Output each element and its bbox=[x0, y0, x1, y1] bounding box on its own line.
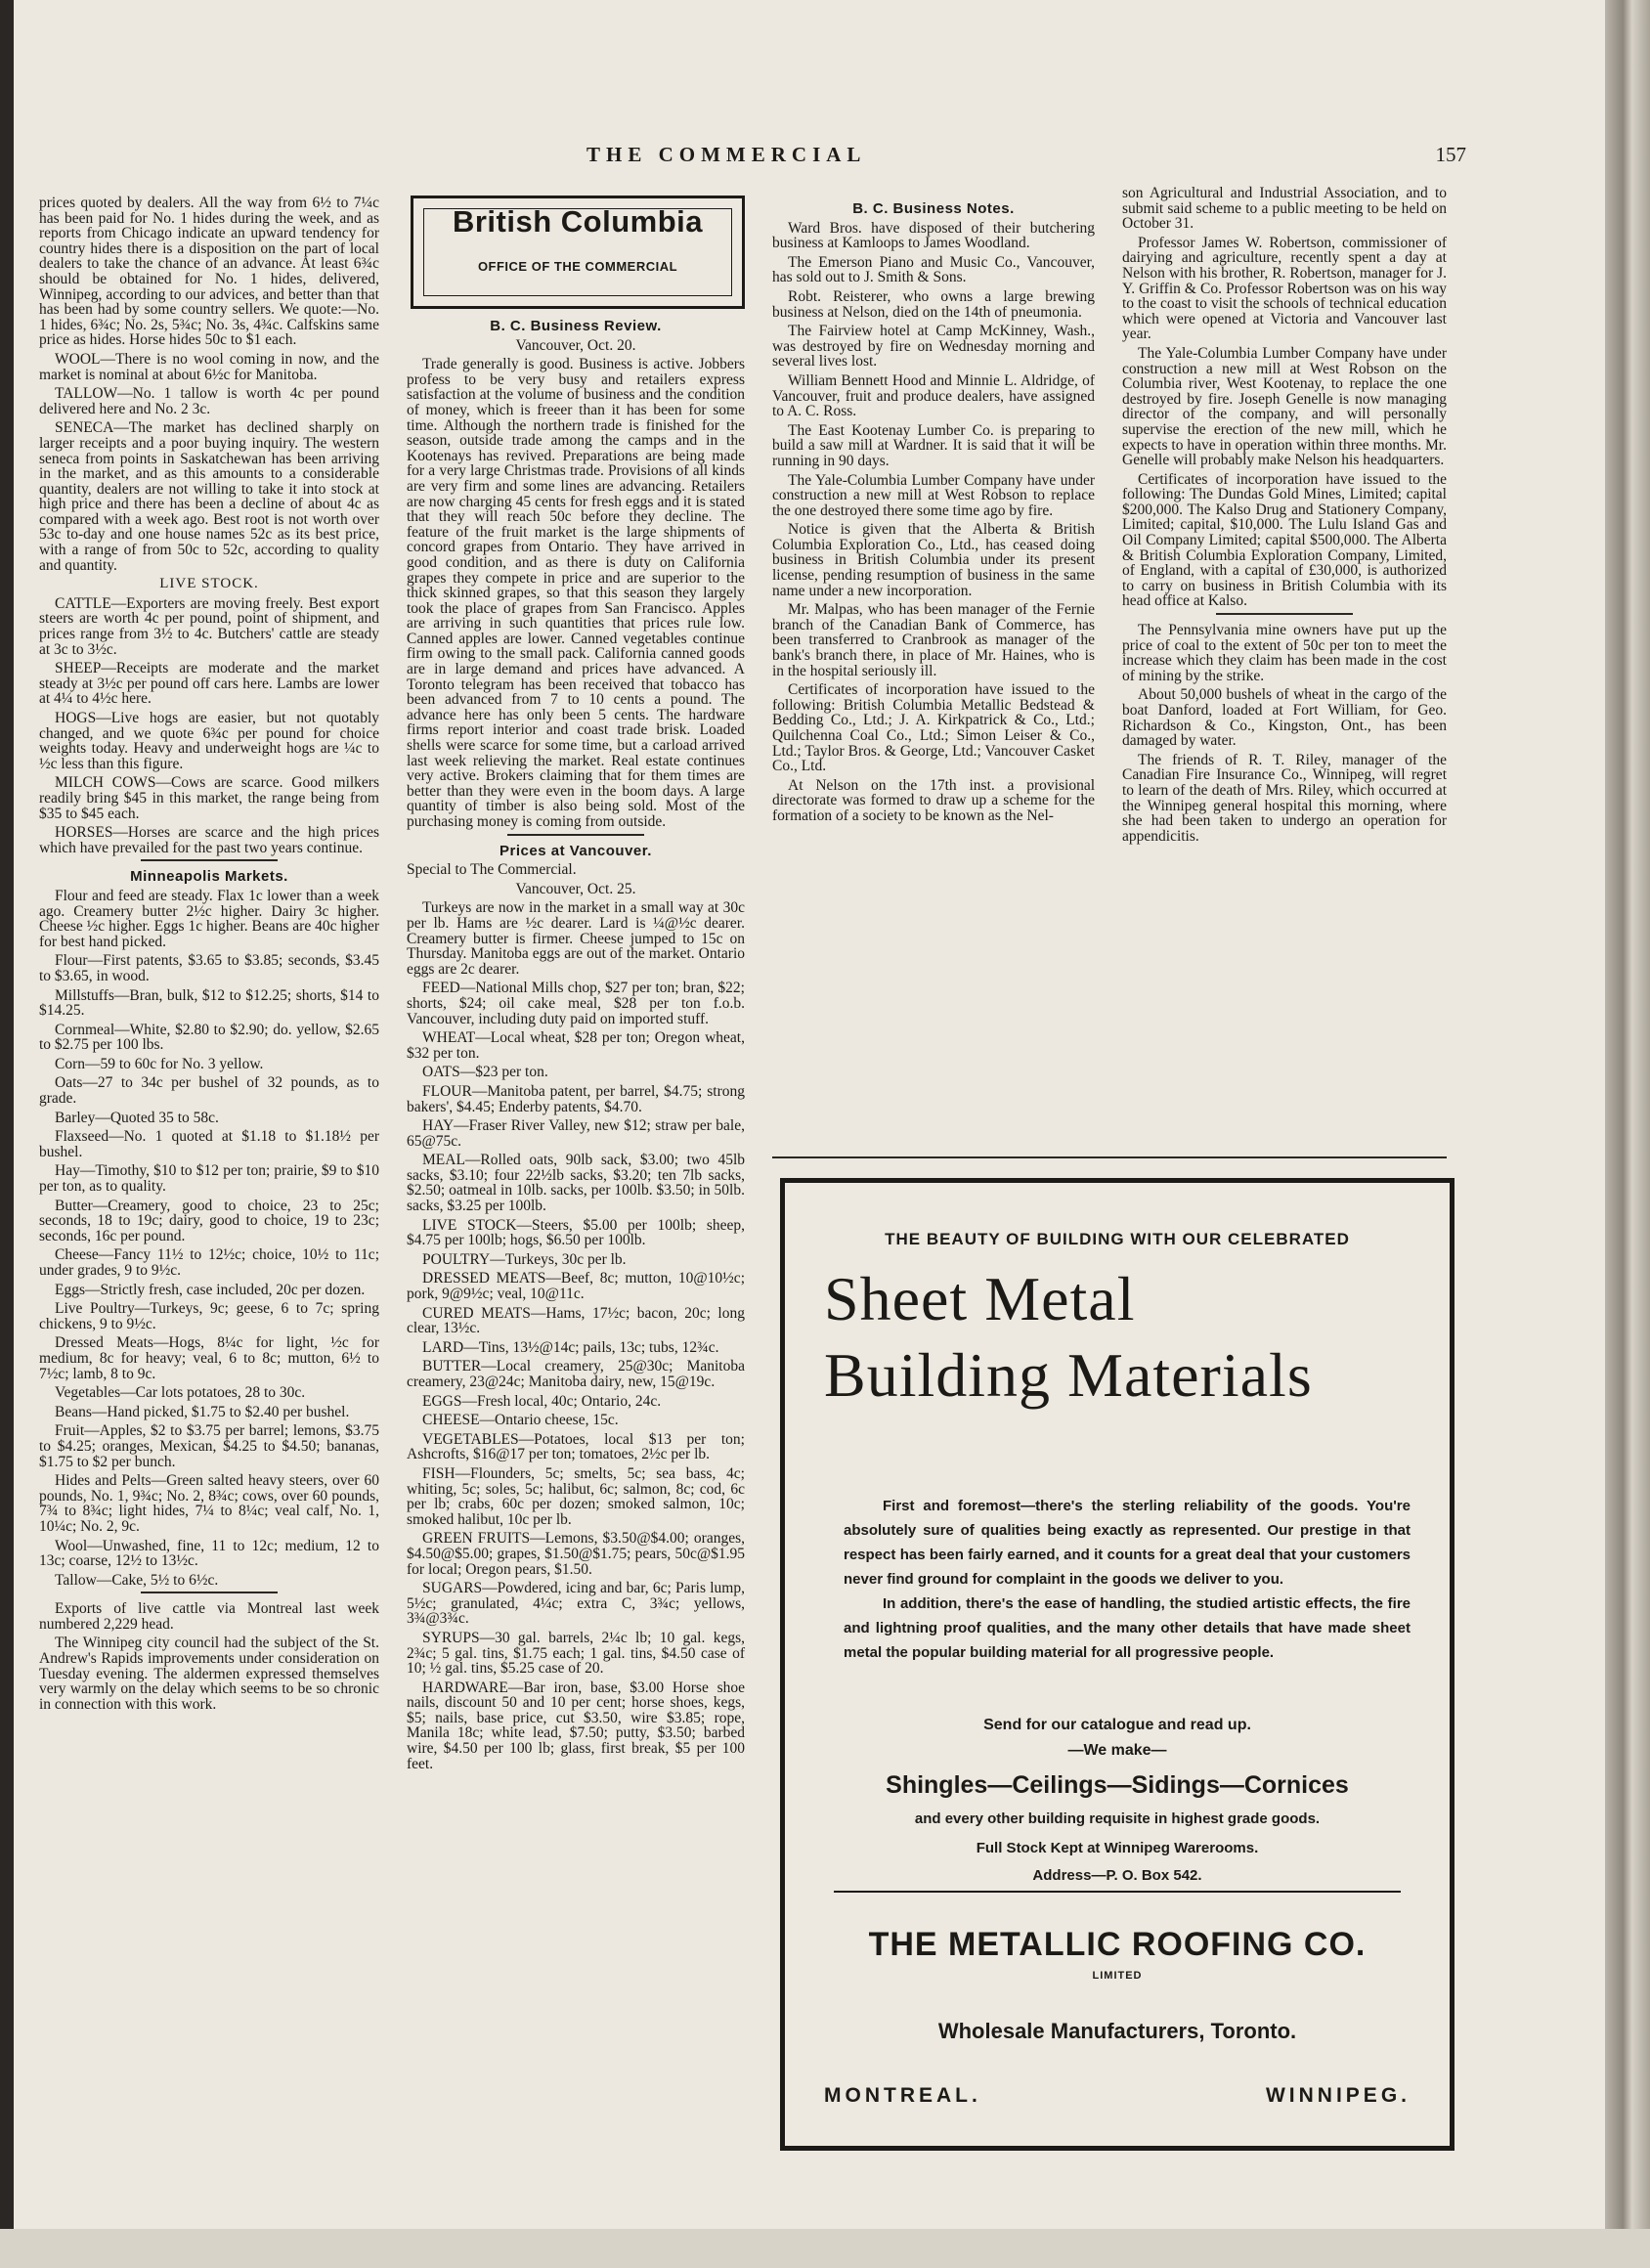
paragraph: CHEESE—Ontario cheese, 15c. bbox=[422, 1412, 619, 1429]
ad-paragraph: In addition, there's the ease of handling, the studied artistic effects, the fire and lightning proof qualities, and the many other details that have made sheet metal the popular building material for all progressive people. bbox=[844, 1595, 1411, 1661]
paragraph: EGGS—Fresh local, 40c; Ontario, 24c. bbox=[422, 1392, 662, 1410]
ad-divider bbox=[834, 1891, 1401, 1893]
paragraph: Oats—27 to 34c per bushel of 32 pounds, as to grade. bbox=[39, 1074, 379, 1108]
ad-top-rule bbox=[772, 1156, 1447, 1158]
british-columbia-logo bbox=[411, 196, 745, 309]
section-heading-bc-notes: B. C. Business Notes. bbox=[852, 200, 1015, 217]
paragraph: Cornmeal—White, $2.80 to $2.90; do. yellow, $2.65 to $2.75 per 100 lbs. bbox=[39, 1021, 379, 1054]
paragraph: Wool—Unwashed, fine, 11 to 12c; medium, 12 to 13c; coarse, 12½ to 13½c. bbox=[39, 1537, 379, 1570]
logo-title: British Columbia bbox=[452, 204, 703, 239]
ad-company-name: THE METALLIC ROOFING CO. bbox=[868, 1926, 1367, 1963]
paragraph: Hay—Timothy, $10 to $12 per ton; prairie, $9 to $10 per ton, as to quality. bbox=[39, 1162, 379, 1196]
column-1 bbox=[39, 196, 379, 1716]
section-heading-bc-review: B. C. Business Review. bbox=[490, 318, 662, 334]
paragraph: Corn—59 to 60c for No. 3 yellow. bbox=[55, 1055, 264, 1072]
ad-catalogue-line: Send for our catalogue and read up. bbox=[983, 1717, 1251, 1733]
ad-city-montreal: MONTREAL. bbox=[824, 2084, 981, 2107]
paragraph: At Nelson on the 17th inst. a provisional directorate was formed to draw up a scheme for the formation of a society to be known as the Nel- bbox=[772, 776, 1095, 824]
ad-full-stock: Full Stock Kept at Winnipeg Warerooms. bbox=[976, 1840, 1259, 1856]
paragraph: HORSES—Horses are scarce and the high prices which have prevailed for the past two years continue. bbox=[39, 824, 379, 856]
paragraph: CURED MEATS—Hams, 17½c; bacon, 20c; long clear, 13½c. bbox=[407, 1304, 745, 1337]
ad-we-make: —We make— bbox=[1067, 1742, 1167, 1759]
paragraph: LARD—Tins, 13½@14c; pails, 13c; tubs, 12¾c. bbox=[422, 1338, 719, 1356]
ad-headline-2: Building Materials bbox=[824, 1340, 1313, 1410]
paragraph: Flour—First patents, $3.65 to $3.85; seconds, $3.45 to $3.65, in wood. bbox=[39, 952, 379, 984]
column-3 bbox=[772, 196, 1095, 828]
paragraph: Flaxseed—No. 1 quoted at $1.18 to $1.18½ per bushel. bbox=[39, 1128, 379, 1160]
paragraph: Eggs—Strictly fresh, case included, 20c per dozen. bbox=[55, 1281, 366, 1298]
paragraph: FEED—National Mills chop, $27 per ton; bran, $22; shorts, $24; oil cake meal, $28 per ton f.o.b. Vancouver, including duty paid on imported stuff. bbox=[407, 980, 745, 1027]
paragraph: WHEAT—Local wheat, $28 per ton; Oregon wheat, $32 per ton. bbox=[407, 1029, 745, 1062]
dateline: Vancouver, Oct. 20. bbox=[515, 336, 636, 354]
paragraph: Tallow—Cake, 5½ to 6½c. bbox=[55, 1571, 219, 1589]
paragraph: Cheese—Fancy 11½ to 12½c; choice, 10½ to 11c; under grades, 9 to 9½c. bbox=[39, 1246, 379, 1279]
paragraph: HAY—Fraser River Valley, new $12; straw per bale, 65@75c. bbox=[407, 1117, 745, 1150]
paragraph: Professor James W. Robertson, commissioner of dairying and agriculture, recently spent a day at Nelson with his brother, R. Robertson, manager for J. Y. Griffin & Co. Professor Robertson was on his way to the coast to visit the schools of technical education which were opened at Victoria and Vancouver last year. bbox=[1122, 234, 1447, 343]
ad-every-other: and every other building requisite in highest grade goods. bbox=[914, 1810, 1321, 1827]
section-heading-live-stock: LIVE STOCK. bbox=[159, 576, 259, 592]
paragraph: son Agricultural and Industrial Association, and to submit said scheme to a public meeting to be held on October 31. bbox=[1122, 185, 1447, 233]
divider bbox=[141, 859, 278, 861]
paragraph: Ward Bros. have disposed of their butchering business at Kamloops to James Woodland. bbox=[772, 219, 1095, 252]
paragraph: prices quoted by dealers. All the way from 6½ to 7¼c has been paid for No. 1 hides during the week, and as reports from Chicago indicate an upward tendency for country hides there is a disposition on the part of local dealers to take the chance of an advance. At least 6¾c should be obtained for No. 1 hides, delivered, Winnipeg, according to our advices, and better than that has been had by some country sellers. We quote:—No. 1 hides, 6¾c; No. 2s, 5¾c; No. 3s, 4¾c. Calfskins same price as hides. Horse hides 50c to $1 each. bbox=[39, 195, 379, 349]
paragraph: Trade generally is good. Business is active. Jobbers profess to be very busy and retailers express satisfaction at the volume of business and the condition of money, which is freeer than it has been for some time. Although the northern trade is finished for the season, outside trade among the camps and in the Kootenays has revived. Preparations are being made for a very large Christmas trade. Provisions of all kinds are very firm and some lines are advancing. Retailers are now charging 45 cents for fresh eggs and it is stated that they will reach 50c before they decline. The feature of the fruit market is the large shipments of concord grapes from Ontario. They have arrived in good condition, and as there is duty on California grapes they compete in price and are superior to the thick skinned grapes, so that this season they largely took the place of grapes from San Francisco. Apples are arriving in such quantities that prices rule low. Canned apples are lower. Canned vegetables continue firm owing to the small pack. California canned goods are in large demand and prices have advanced. A Toronto telegram has been received that tobacco has been advanced from 7 to 10 cents a pound. The advance here has only been 5 cents. The hardware firms report interior and coast trade brisk. Loaded shells were scarce for some time, but a carload arrived last week relieving the market. Real estate continues very active. Brokers claiming that for them times are better than they were even in the boom days. A large quantity of timber is also being sold. Most of the purchasing money is coming from outside. bbox=[407, 356, 745, 830]
byline: Special to The Commercial. bbox=[407, 861, 577, 879]
ad-headline-1: Sheet Metal bbox=[824, 1264, 1136, 1333]
paragraph: BUTTER—Local creamery, 25@30c; Manitoba creamery, 23@24c; Manitoba dairy, new, 15@19c. bbox=[407, 1358, 745, 1390]
paragraph: SUGARS—Powdered, icing and bar, 6c; Paris lump, 5½c; granulated, 4¼c; extra C, 3¾c; yellows, 3¾@3¾c. bbox=[407, 1580, 745, 1628]
paragraph: The Yale-Columbia Lumber Company have under construction a new mill at West Robson on the Columbia river, West Kootenay, to replace the one destroyed by fire. Joseph Genelle is now managing director of the company, and will personally supervise the erection of the new mill, which he expects to have in operation within three months. Mr. Genelle will probably make Nelson his headquarters. bbox=[1122, 344, 1447, 469]
paragraph: Certificates of incorporation have issued to the following: British Columbia Metallic Bedstead & Bedding Co., Ltd.; J. A. Kirkpatrick & Co., Ltd.; Quilchenna Coal Co., Ltd.; Simon Leiser & Co., Ltd.; Taylor Bros. & George, Ltd.; Vancouver Casket Co., Ltd. bbox=[772, 681, 1095, 775]
ad-body bbox=[844, 1494, 1411, 1665]
paragraph: Exports of live cattle via Montreal last week numbered 2,229 head. bbox=[39, 1600, 379, 1633]
column-4 bbox=[1122, 186, 1447, 848]
page-binding-edge bbox=[0, 0, 14, 2268]
paragraph: William Bennett Hood and Minnie L. Aldridge, of Vancouver, fruit and produce dealers, have assigned to A. C. Ross. bbox=[772, 371, 1095, 420]
paragraph: Butter—Creamery, good to choice, 23 to 25c; seconds, 18 to 19c; dairy, good to choice, 19 to 23c; seconds, 16c per pound. bbox=[39, 1197, 379, 1244]
page-bottom-edge bbox=[0, 2229, 1650, 2268]
sheet-metal-advertisement bbox=[780, 1178, 1455, 2151]
paragraph: HARDWARE—Bar iron, base, $3.00 Horse shoe nails, discount 50 and 10 per cent; horse shoes, kegs, $5; nails, base price, cut $3.50, wire $3.85; rope, Manila 18c; white lead, $7.50; putty, $3.50; barbed wire, $4.50 per 100 lb; glass, first break, $5 per 100 feet. bbox=[407, 1679, 745, 1772]
paragraph: Vegetables—Car lots potatoes, 28 to 30c. bbox=[55, 1384, 306, 1402]
paragraph: Live Poultry—Turkeys, 9c; geese, 6 to 7c; spring chickens, 9 to 9½c. bbox=[39, 1300, 379, 1332]
paragraph: WOOL—There is no wool coming in now, and the market is nominal at about 6½c for Manitoba. bbox=[39, 350, 379, 383]
paragraph: DRESSED MEATS—Beef, 8c; mutton, 10@10½c; pork, 9@9½c; veal, 10@11c. bbox=[407, 1270, 745, 1303]
paragraph: HOGS—Live hogs are easier, but not quotably changed, and we quote 6¾c per pound for choice weights today. Heavy and underweight hogs are ¼c to ½c less than this figure. bbox=[39, 710, 379, 772]
ad-city-winnipeg: WINNIPEG. bbox=[1265, 2084, 1411, 2107]
divider bbox=[141, 1592, 278, 1593]
ad-tagline: THE BEAUTY OF BUILDING WITH OUR CELEBRATED bbox=[885, 1230, 1350, 1248]
paragraph: Mr. Malpas, who has been manager of the Fernie branch of the Canadian Bank of Commerce, has been transferred to Cranbrook as manager of the bank's branch there, in place of Mr. Haines, who is in the hospital seriously ill. bbox=[772, 601, 1095, 679]
publication-title: THE COMMERCIAL bbox=[586, 143, 867, 166]
ad-paragraph: First and foremost—there's the sterling reliability of the goods. You're absolutely sure of qualities being exactly as represented. Our prestige in that respect has been fairly earned, and it counts for a great deal that your customers never find ground for complaint in the goods we deliver to you. bbox=[844, 1498, 1411, 1588]
paragraph: Notice is given that the Alberta & British Columbia Exploration Co., Ltd., has ceased doing business in British Columbia under its present license, pending resumption of business in the same name under a new incorporation. bbox=[772, 521, 1095, 599]
paragraph: About 50,000 bushels of wheat in the cargo of the boat Danford, loaded at Fort William, for Geo. Richardson & Co., Kingston, Ont., has been damaged by water. bbox=[1122, 686, 1447, 750]
divider bbox=[1216, 613, 1353, 615]
ad-limited: LIMITED bbox=[1092, 1970, 1143, 1982]
paragraph: Dressed Meats—Hogs, 8¼c for light, ½c for medium, 8c for heavy; veal, 6 to 8c; mutton, 6½ to 7½c; lamb, 8 to 9c. bbox=[39, 1334, 379, 1382]
paragraph: CATTLE—Exporters are moving freely. Best export steers are worth 4c per pound, point of shipment, and prices range from 3½ to 4c. Butchers' cattle are steady at 3c to 3½c. bbox=[39, 594, 379, 658]
page-edge-stack bbox=[1605, 0, 1650, 2268]
section-heading-prices-vancouver: Prices at Vancouver. bbox=[499, 842, 652, 859]
ad-wholesale: Wholesale Manufacturers, Toronto. bbox=[937, 2019, 1297, 2043]
logo-subtitle: OFFICE OF THE COMMERCIAL bbox=[477, 259, 678, 274]
paragraph: POULTRY—Turkeys, 30c per lb. bbox=[422, 1250, 627, 1268]
paragraph: The Fairview hotel at Camp McKinney, Wash., was destroyed by fire on Wednesday morning and several lives lost. bbox=[772, 323, 1095, 371]
paragraph: Turkeys are now in the market in a small way at 30c per lb. Hams are ½c dearer. Lard is ¼@½c dearer. Creamery butter is firmer. Cheese jumped to 15c on Thursday. Manitoba eggs are out of the market. Ontario eggs are 2c dearer. bbox=[407, 899, 745, 978]
paragraph: Barley—Quoted 35 to 58c. bbox=[55, 1109, 219, 1126]
paragraph: Robt. Reisterer, who owns a large brewing business at Nelson, died on the 14th of pneumonia. bbox=[772, 287, 1095, 321]
paragraph: FISH—Flounders, 5c; smelts, 5c; sea bass, 4c; whiting, 5c; soles, 5c; halibut, 6c; salmon, 8c; cod, 6c per lb; crabs, 60c per dozen; smoked salmon, 10c; smoked halibut, 10c per lb. bbox=[407, 1464, 745, 1528]
paragraph: LIVE STOCK—Steers, $5.00 per 100lb; sheep, $4.75 per 100lb; hogs, $6.50 per 100lb. bbox=[407, 1216, 745, 1249]
paragraph: The Winnipeg city council had the subject of the St. Andrew's Rapids improvements under consideration on Tuesday evening. The aldermen expressed themselves very warmly on the delay which seems to be so chronic in connection with this work. bbox=[39, 1635, 379, 1713]
section-heading-minneapolis: Minneapolis Markets. bbox=[130, 868, 288, 886]
divider bbox=[507, 834, 644, 836]
paragraph: SHEEP—Receipts are moderate and the market steady at 3½c per pound off cars here. Lambs are lower at 4¼ to 4½c here. bbox=[39, 660, 379, 708]
paragraph: Beans—Hand picked, $1.75 to $2.40 per bushel. bbox=[55, 1403, 350, 1420]
paragraph: Hides and Pelts—Green salted heavy steers, over 60 pounds, No. 1, 9¾c; No. 2, 8¾c; cows, over 60 pounds, 7¾ to 8¾c; light hides, 7¼ to 8¼c; veal calf, No. 1, 10¼c; No. 2, 9c. bbox=[39, 1472, 379, 1535]
ad-products: Shingles—Ceilings—Sidings—Cornices bbox=[886, 1771, 1349, 1799]
paragraph: SENECA—The market has declined sharply on larger receipts and a poor buying inquiry. The western seneca from points in Saskatchewan has been arriving in the market, and as this amounts to a considerable quantity, dealers are not willing to take it into stock at high price and there has been a decline of about 4c as compared with a week ago. Best root is not worth over 53c to-day and one house names 52c as its best price, with a range of from 50c to 52c, according to quality and quantity. bbox=[39, 419, 379, 574]
dateline: Vancouver, Oct. 25. bbox=[515, 880, 636, 897]
paragraph: The Yale-Columbia Lumber Company have under construction a new mill at West Robson to replace the one destroyed there some time ago by fire. bbox=[772, 471, 1095, 519]
page-number: 157 bbox=[1435, 143, 1466, 166]
paragraph: The Pennsylvania mine owners have put up the price of coal to the extent of 50c per ton to meet the increase which they claim has been made in the cost of mining by the strike. bbox=[1122, 622, 1447, 684]
paragraph: MEAL—Rolled oats, 90lb sack, $3.00; two 45lb sacks, $3.10; four 22½lb sacks, $3.20; ten 7lb sacks, $2.50; oatmeal in 10lb. sacks, per 100lb. $3.50; in 50lb. sacks, $3.25 per 100lb. bbox=[407, 1152, 745, 1215]
paragraph: SYRUPS—30 gal. barrels, 2¼c lb; 10 gal. kegs, 2¾c; 5 gal. tins, $1.75 each; 1 gal. tins, $4.50 case of 10; ½ gal. tins, $5.25 case of 20. bbox=[407, 1629, 745, 1678]
paragraph: Flour and feed are steady. Flax 1c lower than a week ago. Creamery butter 2½c higher. Dairy 3c higher. Cheese ½c higher. Eggs 1c higher. Beans are 40c higher for best hand picked. bbox=[39, 887, 379, 950]
paragraph: The friends of R. T. Riley, manager of the Canadian Fire Insurance Co., Winnipeg, will regret to learn of the death of Mrs. Riley, which occurred at the Winnipeg general hospital this morning, where she had been taken to undergo an operation for appendicitis. bbox=[1122, 751, 1447, 845]
paragraph: VEGETABLES—Potatoes, local $13 per ton; Ashcrofts, $16@17 per ton; tomatoes, 2½c per lb. bbox=[407, 1430, 745, 1463]
paragraph: The Emerson Piano and Music Co., Vancouver, has sold out to J. Smith & Sons. bbox=[772, 253, 1095, 286]
paragraph: OATS—$23 per ton. bbox=[422, 1064, 548, 1081]
paragraph: FLOUR—Manitoba patent, per barrel, $4.75; strong bakers', $4.45; Enderby patents, $4.70. bbox=[407, 1082, 745, 1115]
column-2 bbox=[407, 196, 745, 1775]
page-header bbox=[39, 143, 1584, 176]
ad-address: Address—P. O. Box 542. bbox=[1032, 1867, 1202, 1884]
paragraph: Fruit—Apples, $2 to $3.75 per barrel; lemons, $3.75 to $4.25; oranges, Mexican, $4.25 to $4.50; bananas, $1.75 to $2 per bunch. bbox=[39, 1422, 379, 1470]
paragraph: TALLOW—No. 1 tallow is worth 4c per pound delivered here and No. 2 3c. bbox=[39, 385, 379, 417]
paragraph: GREEN FRUITS—Lemons, $3.50@$4.00; oranges, $4.50@$5.00; grapes, $1.50@$1.75; pears, 50c@$1.95 for local; Oregon pears, $1.50. bbox=[407, 1530, 745, 1578]
paragraph: The East Kootenay Lumber Co. is preparing to build a saw mill at Wardner. It is said that it will be running in 90 days. bbox=[772, 421, 1095, 469]
paragraph: Millstuffs—Bran, bulk, $12 to $12.25; shorts, $14 to $14.25. bbox=[39, 986, 379, 1020]
paragraph: Certificates of incorporation have issued to the following: The Dundas Gold Mines, Limited; capital $200,000. The Kalso Drug and Stationery Company, Limited; capital, $10,000. The Lulu Island Gas and Oil Company Limited; capital $500,000. The Alberta & British Columbia Exploration Company, Limited, of England, with a capital of £30,000, is authorized to carry on business in British Columbia with its head office at Kalso. bbox=[1122, 470, 1447, 610]
paragraph: MILCH COWS—Cows are scarce. Good milkers readily bring $45 in this market, the range being from $35 to $45 each. bbox=[39, 774, 379, 822]
